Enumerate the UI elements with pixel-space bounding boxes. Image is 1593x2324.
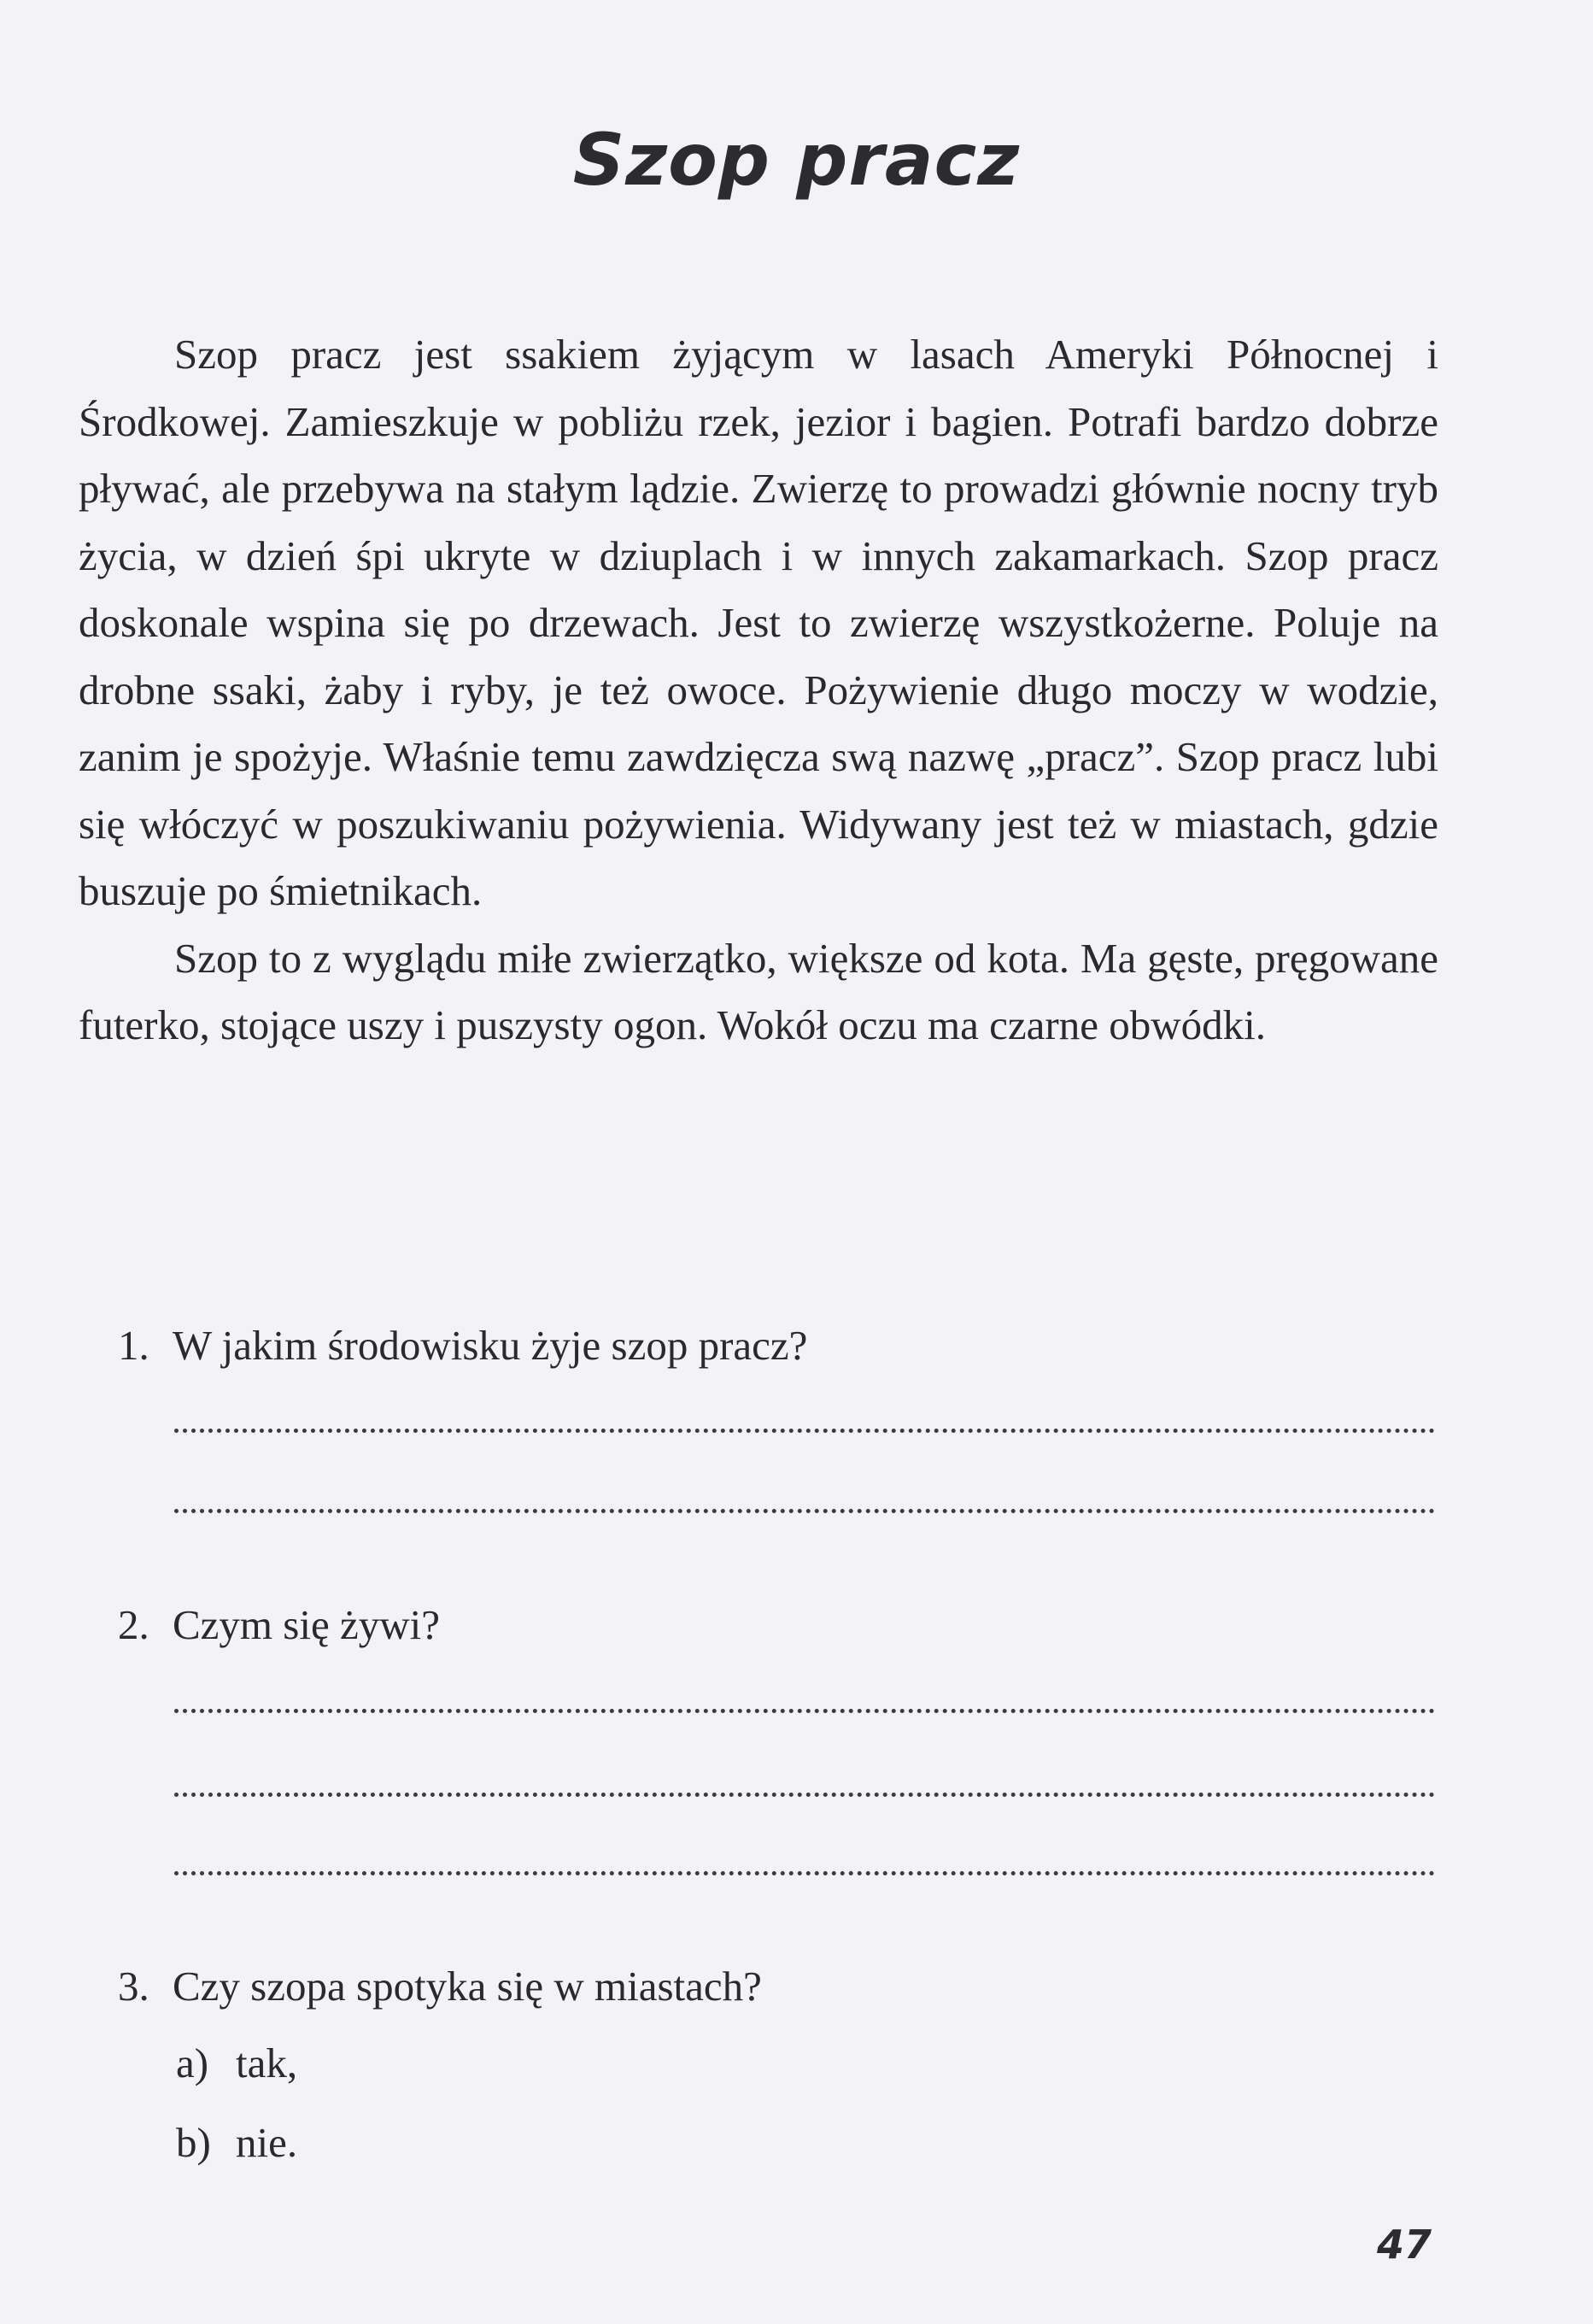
answer-line[interactable] bbox=[174, 1793, 1435, 1797]
option-label: a) bbox=[176, 2039, 209, 2086]
paragraph-1: Szop pracz jest ssakiem żyjącym w lasach Ameryki Północnej i Środkowej. Zamieszkuje w pobliżu rzek, jezior i bagien. Potrafi bardzo dobrze pływać, ale przebywa na stałym lądzie. Zwierzę to prowadzi głównie nocny tryb życia, w dzień śpi ukryte w dziuplach i w innych zakamarkach. Szop pracz doskonale wspina się po drzewach. Jest to zwierzę wszystkożerne. Poluje na drobne ssaki, żaby i ryby, je też owoce. Pożywienie długo moczy w wodzie, zanim je spożyje. Właśnie temu zawdzięcza swą nazwę „pracz”. Szop pracz lubi się włóczyć w poszukiwaniu pożywienia. Widywany jest też w miastach, gdzie buszuje po śmietnikach. bbox=[79, 331, 1438, 914]
answer-line[interactable] bbox=[174, 1509, 1435, 1513]
answer-line[interactable] bbox=[174, 1871, 1435, 1875]
option-text: tak, bbox=[236, 2039, 298, 2086]
option-label: b) bbox=[176, 2119, 211, 2166]
question-1 bbox=[118, 1320, 807, 1371]
answer-line[interactable] bbox=[174, 1429, 1435, 1433]
question-number: 3. bbox=[118, 1963, 149, 2010]
paragraph-2: Szop to z wyglądu miłe zwierzątko, większe od kota. Ma gęste, pręgowane futerko, stojące uszy i puszysty ogon. Wokół oczu ma czarne obwódki. bbox=[79, 934, 1438, 1048]
option-text: nie. bbox=[236, 2119, 298, 2166]
question-text: W jakim środowisku żyje szop pracz? bbox=[173, 1322, 808, 1369]
option-b[interactable] bbox=[176, 2117, 297, 2168]
reading-text bbox=[79, 321, 1438, 1059]
option-a[interactable] bbox=[176, 2038, 297, 2089]
question-number: 1. bbox=[118, 1322, 149, 1369]
question-text: Czy szopa spotyka się w miastach? bbox=[173, 1963, 762, 2010]
question-3 bbox=[118, 1961, 762, 2012]
page-title: Szop pracz bbox=[572, 118, 1021, 202]
question-text: Czym się żywi? bbox=[173, 1601, 440, 1648]
page-number: 47 bbox=[1377, 2221, 1432, 2268]
answer-line[interactable] bbox=[174, 1709, 1435, 1713]
question-number: 2. bbox=[118, 1601, 149, 1648]
question-2 bbox=[118, 1599, 440, 1651]
